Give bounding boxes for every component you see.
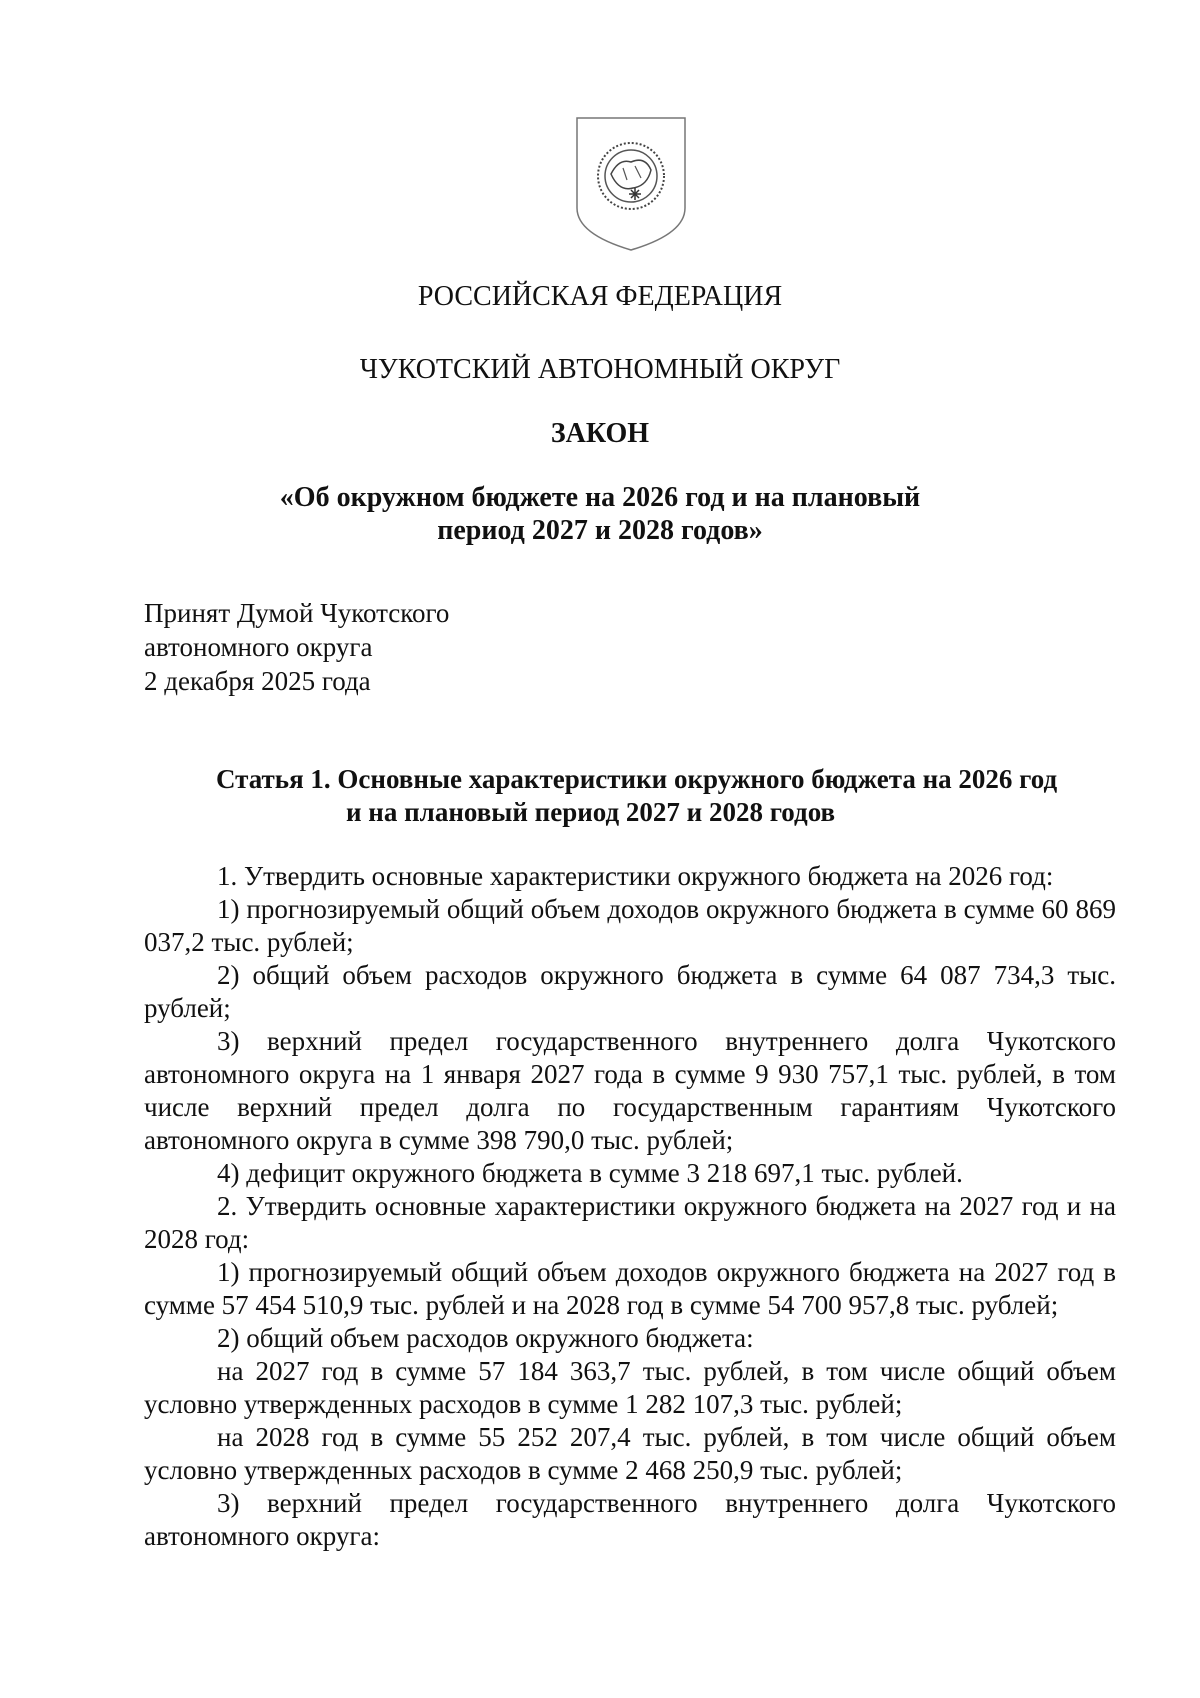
paragraph: на 2028 год в сумме 55 252 207,4 тыс. рублей, в том числе общий объем условно утвержденных расходов в сумме 2 468 250,9 тыс. рублей; [144,1422,1116,1485]
country-name: РОССИЙСКАЯ ФЕДЕРАЦИЯ [417,281,783,312]
paragraph: 2. Утвердить основные характеристики окружного бюджета на 2027 год и на 2028 год: [144,1191,1116,1254]
paragraph: 2) общий объем расходов окружного бюджета в сумме 64 087 734,3 тыс. рублей; [144,960,1116,1023]
coat-of-arms-icon [575,116,687,252]
paragraph: 3) верхний предел государственного внутреннего долга Чукотского автономного округа на 1 января 2027 года в сумме 9 930 757,1 тыс. рублей, в том числе верхний предел долга по государственным гарантиям Чукотского автономного округа в сумме 398 790,0 тыс. рублей; [144,1026,1116,1155]
paragraph: 2) общий объем расходов окружного бюджета: [217,1323,754,1353]
document-type: ЗАКОН [550,418,650,449]
adoption-note [144,596,449,698]
article-body [144,860,1116,1553]
adoption-line: Принят Думой Чукотского [144,598,450,628]
paragraph: 1) прогнозируемый общий объем доходов окружного бюджета на 2027 год в сумме 57 454 510,9 тыс. рублей и на 2028 год в сумме 54 700 957,8 тыс. рублей; [144,1257,1116,1320]
paragraph: 1) прогнозируемый общий объем доходов окружного бюджета в сумме 60 869 037,2 тыс. рублей; [144,894,1116,957]
paragraph: 3) верхний предел государственного внутреннего долга Чукотского автономного округа: [144,1488,1116,1551]
adoption-date: 2 декабря 2025 года [144,666,371,696]
adoption-line: автономного округа [144,632,373,662]
article-heading-line: Статья 1. Основные характеристики окружного бюджета на 2026 год [216,764,1058,794]
article-heading [216,763,1116,829]
paragraph: на 2027 год в сумме 57 184 363,7 тыс. рублей, в том числе общий объем условно утвержденных расходов в сумме 1 282 107,3 тыс. рублей; [144,1356,1116,1419]
law-title [0,481,1200,547]
paragraph: 4) дефицит окружного бюджета в сумме 3 218 697,1 тыс. рублей. [217,1158,963,1188]
law-title-line: «Об окружном бюджете на 2026 год и на плановый [279,482,921,513]
region-name: ЧУКОТСКИЙ АВТОНОМНЫЙ ОКРУГ [359,354,841,385]
paragraph: 1. Утвердить основные характеристики окружного бюджета на 2026 год: [217,861,1054,891]
law-title-line: период 2027 и 2028 годов» [437,515,763,546]
article-heading-line: и на плановый период 2027 и 2028 годов [346,797,836,827]
